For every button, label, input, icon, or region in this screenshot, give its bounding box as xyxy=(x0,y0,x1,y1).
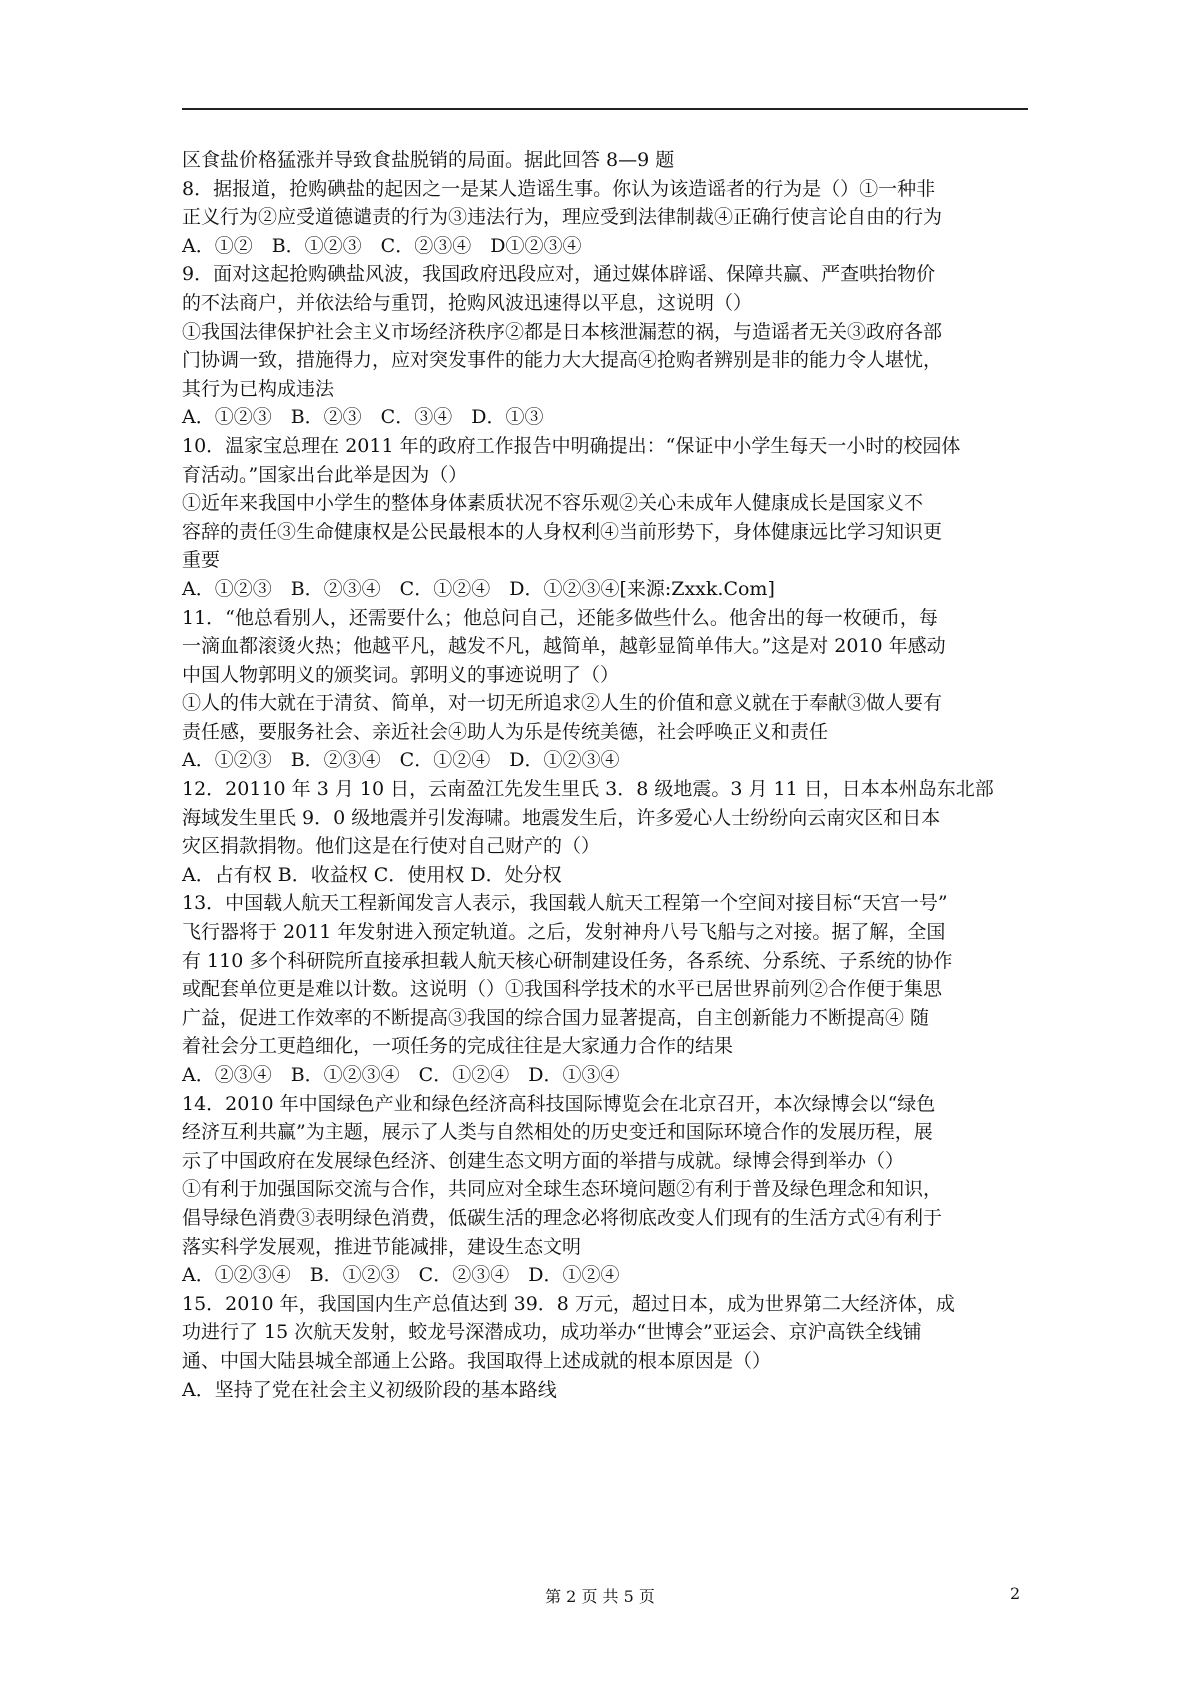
text-line: 灾区捐款捐物。他们这是在行使对自己财产的（） xyxy=(182,835,601,858)
text-line: 正义行为②应受道德谴责的行为③违法行为，理应受到法律制裁④正确行使言论自由的行为 xyxy=(182,206,943,229)
answer-options: A．坚持了党在社会主义初级阶段的基本路线 xyxy=(182,1378,557,1401)
text-line: 倡导绿色消费③表明绿色消费，低碳生活的理念必将彻底改变人们现有的生活方式④有利于 xyxy=(182,1206,943,1229)
text-line: 着社会分工更趋细化，一项任务的完成往往是大家通力合作的结果 xyxy=(182,1035,734,1058)
text-line: 通、中国大陆县城全部通上公路。我国取得上述成就的根本原因是（） xyxy=(182,1349,772,1372)
text-line: 育活动。”国家出台此举是因为（） xyxy=(182,463,468,486)
answer-options: A．①②③ B．②③ C．③④ D．①③ xyxy=(182,406,544,429)
question-11: 11．“他总看别人，还需要什么；他总问自己，还能多做些什么。他舍出的每一枚硬币，每 xyxy=(182,606,938,629)
text-line: 落实科学发展观，推进节能减排，建设生态文明 xyxy=(182,1235,582,1258)
question-10: 10．温家宝总理在 2011 年的政府工作报告中明确提出：“保证中小学生每天一小时的校园体 xyxy=(182,434,961,457)
text-line: 门协调一致，措施得力，应对突发事件的能力大大提高④抢购者辨别是非的能力令人堪忧， xyxy=(182,349,943,372)
answer-options: A．①②③④ B．①②③ C．②③④ D．①②④ xyxy=(182,1264,620,1287)
text-line: 中国人物郭明义的颁奖词。郭明义的事迹说明了（） xyxy=(182,663,620,686)
text-line: 飞行器将于 2011 年发射进入预定轨道。之后，发射神舟八号飞船与之对接。据了解，全国 xyxy=(182,921,946,944)
text-line: 海域发生里氏 9．0 级地震并引发海啸。地震发生后，许多爱心人士纷纷向云南灾区和日本 xyxy=(182,806,941,829)
page-number: 2 xyxy=(1010,1584,1021,1603)
question-9: 9．面对这起抢购碘盐风波，我国政府迅段应对，通过媒体辟谣、保障共赢、严查哄抬物价 xyxy=(182,263,936,286)
text-line: 示了中国政府在发展绿色经济、创建生态文明方面的举措与成就。绿博会得到举办（） xyxy=(182,1149,905,1172)
text-line: 重要 xyxy=(182,549,221,572)
question-8: 8．据报道，抢购碘盐的起因之一是某人造谣生事。你认为该造谣者的行为是（）①一种非 xyxy=(182,177,936,200)
text-line: 或配套单位更是难以计数。这说明（）①我国科学技术的水平已居世界前列②合作便于集思 xyxy=(182,978,943,1001)
text-line: 容辞的责任③生命健康权是公民最根本的人身权利④当前形势下，身体健康远比学习知识更 xyxy=(182,520,943,543)
text-line: ①我国法律保护社会主义市场经济秩序②都是日本核泄漏惹的祸，与造谣者无关③政府各部 xyxy=(182,320,943,343)
page-label: 第 2 页 共 5 页 xyxy=(545,1587,655,1606)
text-line: 其行为已构成违法 xyxy=(182,377,335,400)
text-line: 广益，促进工作效率的不断提高③我国的综合国力显著提高，自主创新能力不断提高④ 随 xyxy=(182,1006,930,1029)
text-line: ①近年来我国中小学生的整体身体素质状况不容乐观②关心未成年人健康成长是国家义不 xyxy=(182,492,924,515)
question-12: 12．20110 年 3 月 10 日，云南盈江先发生里氏 3．8 级地震。3 月 11 日，日本本州岛东北部 xyxy=(182,778,994,801)
text-line: 的不法商户，并依法给与重罚，抢购风波迅速得以平息，这说明（） xyxy=(182,291,753,314)
document-body xyxy=(182,146,1028,1404)
question-13: 13．中国载人航天工程新闻发言人表示，我国载人航天工程第一个空间对接目标“天宫一号” xyxy=(182,892,948,915)
text-line: 一滴血都滚烫火热；他越平凡，越发不凡，越简单，越彰显简单伟大。”这是对 2010 年感动 xyxy=(182,635,946,658)
text-line: 经济互利共赢”为主题，展示了人类与自然相处的历史变迁和国际环境合作的发展历程，展 xyxy=(182,1121,933,1144)
answer-options: A．①②③ B．②③④ C．①②④ D．①②③④[来源:Zxxk.Com] xyxy=(182,577,775,600)
header-rule xyxy=(182,108,1028,110)
text-line: 区食盐价格猛涨并导致食盐脱销的局面。据此回答 8—9 题 xyxy=(182,149,675,171)
answer-options: A．①②③ B．②③④ C．①②④ D．①②③④ xyxy=(182,749,620,772)
text-line: ①有利于加强国际交流与合作，共同应对全球生态环境问题②有利于普及绿色理念和知识， xyxy=(182,1178,943,1201)
question-14: 14．2010 年中国绿色产业和绿色经济高科技国际博览会在北京召开，本次绿博会以“绿色 xyxy=(182,1092,936,1115)
answer-options: A．①② B．①②③ C．②③④ D①②③④ xyxy=(182,234,582,257)
text-line: 责任感，要服务社会、亲近社会④助人为乐是传统美德，社会呼唤正义和责任 xyxy=(182,720,829,743)
answer-options: A．占有权 B．收益权 C．使用权 D．处分权 xyxy=(182,863,562,886)
text-line: 功进行了 15 次航天发射，蛟龙号深潜成功，成功举办“世博会”亚运会、京沪高铁全线铺 xyxy=(182,1321,922,1344)
text-line: ①人的伟大就在于清贫、简单，对一切无所追求②人生的价值和意义就在于奉献③做人要有 xyxy=(182,692,943,715)
answer-options: A．②③④ B．①②③④ C．①②④ D．①③④ xyxy=(182,1064,620,1086)
text-line: 有 110 多个科研院所直接承担载人航天核心研制建设任务，各系统、分系统、子系统的协作 xyxy=(182,949,953,972)
question-15: 15．2010 年，我国国内生产总值达到 39．8 万元，超过日本，成为世界第二大经济体，成 xyxy=(182,1292,955,1315)
